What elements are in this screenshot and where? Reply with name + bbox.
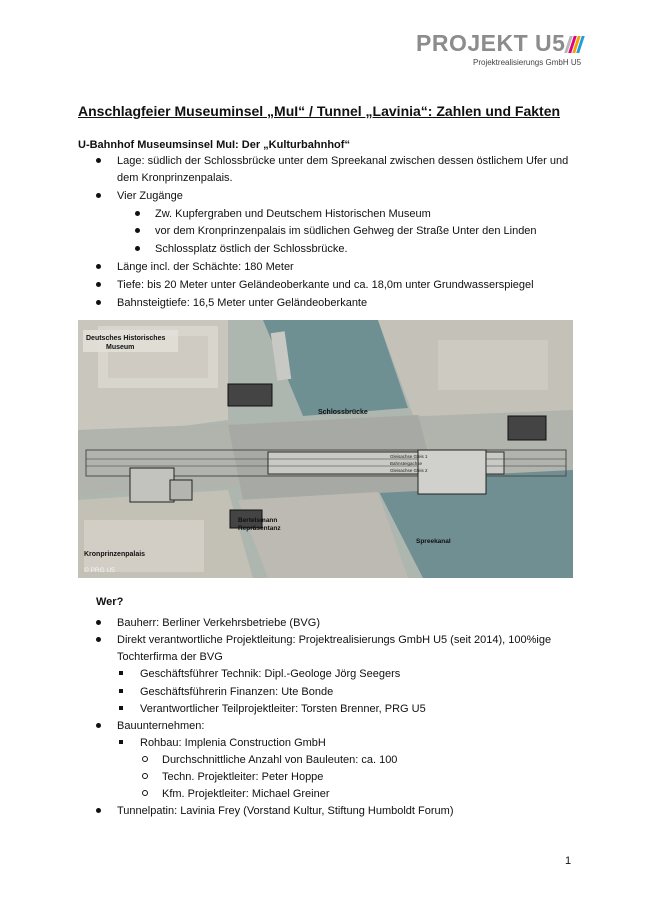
station-site-plan-image	[78, 320, 573, 578]
list-item: vor dem Kronprinzenpalais im südlichen Gehweg der Straße Unter den Linden	[155, 225, 537, 237]
list-item: Techn. Projektleiter: Peter Hoppe	[162, 771, 324, 783]
bullet	[135, 211, 140, 216]
bullet	[96, 158, 101, 163]
list-item: Vier Zugänge	[117, 190, 183, 202]
bullet	[96, 620, 101, 625]
list-item: Länge incl. der Schächte: 180 Meter	[117, 261, 294, 273]
list-item-continuation: dem Kronprinzenpalais.	[117, 172, 233, 184]
list-item: Tiefe: bis 20 Meter unter Geländeoberkante und ca. 18,0m unter Grundwasserspiegel	[117, 279, 534, 291]
label-museum-2: Museum	[106, 344, 135, 351]
image-copyright: © PRG U5	[84, 567, 115, 574]
section-heading-who: Wer?	[96, 596, 124, 608]
logo-stripes-icon	[567, 36, 581, 53]
list-item-continuation: Tochterfirma der BVG	[117, 651, 223, 663]
circle-bullet	[142, 756, 148, 762]
section-heading-station: U-Bahnhof Museumsinsel MuI: Der „Kulturbahnhof“	[78, 139, 350, 151]
bullet	[96, 637, 101, 642]
list-item: Direkt verantwortliche Projektleitung: Projektrealisierungs GmbH U5 (seit 2014), 100%ige	[117, 634, 552, 646]
bullet	[135, 246, 140, 251]
aerial-plan-svg	[78, 320, 573, 578]
label-bertelsmann: Bertelsmann	[238, 517, 278, 524]
bullet	[96, 300, 101, 305]
bullet	[135, 228, 140, 233]
list-item: Schlossplatz östlich der Schlossbrücke.	[155, 243, 348, 255]
list-item: Durchschnittliche Anzahl von Bauleuten: ca. 100	[162, 754, 398, 766]
label-museum: Deutsches Historisches	[86, 335, 166, 342]
square-bullet	[119, 689, 123, 693]
bullet	[96, 723, 101, 728]
list-item: Bauunternehmen:	[117, 720, 205, 732]
logo-wordmark: PROJEKT U5	[416, 30, 566, 56]
label-track-2: Gleisachse Gleis 2	[390, 468, 428, 473]
square-bullet	[119, 740, 123, 744]
list-item: Geschäftsführerin Finanzen: Ute Bonde	[140, 686, 334, 698]
label-spreekanal: Spreekanal	[416, 538, 451, 545]
list-item: Verantwortlicher Teilprojektleiter: Torsten Brenner, PRG U5	[140, 703, 426, 715]
circle-bullet	[142, 773, 148, 779]
label-bertelsmann-2: Repräsentanz	[238, 525, 281, 532]
list-item: Zw. Kupfergraben und Deutschem Historischen Museum	[155, 208, 431, 220]
list-item: Lage: südlich der Schlossbrücke unter dem Spreekanal zwischen dessen östlichem Ufer und	[117, 155, 569, 167]
list-item: Rohbau: Implenia Construction GmbH	[140, 737, 326, 749]
square-bullet	[119, 706, 123, 710]
label-platform: Bahnsteigachse	[390, 461, 423, 466]
label-bridge: Schlossbrücke	[318, 409, 368, 416]
bullet	[96, 193, 101, 198]
logo-subtitle: Projektrealisierungs GmbH U5	[473, 58, 582, 67]
list-item: Tunnelpatin: Lavinia Frey (Vorstand Kultur, Stiftung Humboldt Forum)	[117, 805, 454, 817]
circle-bullet	[142, 790, 148, 796]
list-item: Bauherr: Berliner Verkehrsbetriebe (BVG)	[117, 617, 320, 629]
list-item: Bahnsteigtiefe: 16,5 Meter unter Geländeoberkante	[117, 297, 368, 309]
square-bullet	[119, 671, 123, 675]
label-palais: Kronprinzenpalais	[84, 551, 146, 558]
document-title: Anschlagfeier Museuminsel „MuI“ / Tunnel „Lavinia“: Zahlen und Fakten	[78, 103, 561, 119]
label-track-1: Gleisachse Gleis 1	[390, 454, 428, 459]
bullet	[96, 264, 101, 269]
list-item: Kfm. Projektleiter: Michael Greiner	[162, 788, 330, 800]
page-number: 1	[565, 855, 572, 867]
bullet	[96, 282, 101, 287]
company-logo	[416, 30, 596, 74]
bullet	[96, 808, 101, 813]
list-item: Geschäftsführer Technik: Dipl.-Geologe Jörg Seegers	[140, 668, 401, 680]
